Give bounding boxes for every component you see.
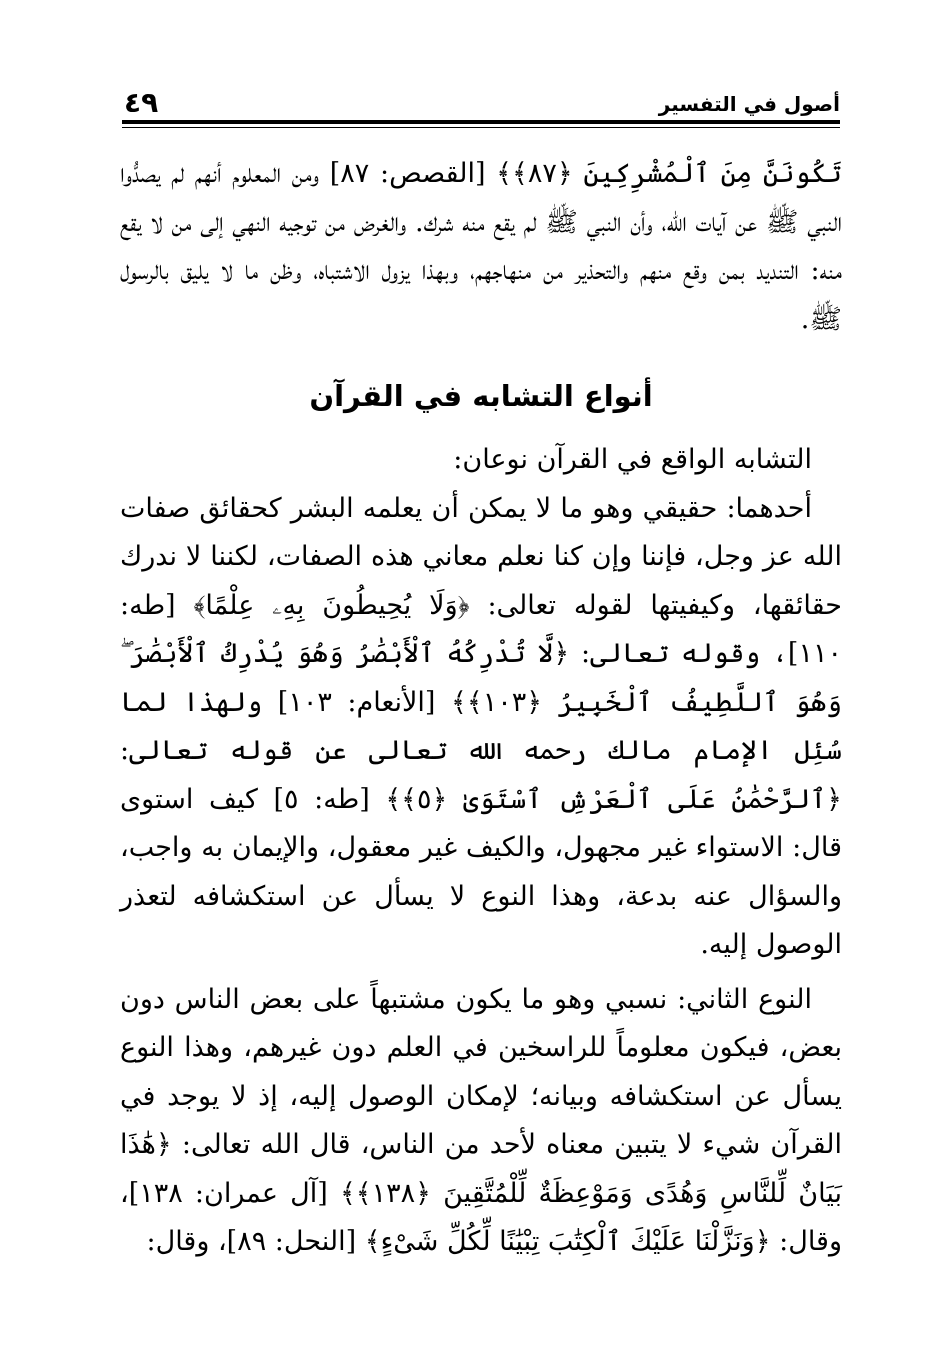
paragraph-second-type: النوع الثاني: نسبي وهو ما يكون مشتبهاً على بعض الناس دون بعض، فيكون معلوماً للراسخين في العلم دون غيرهم، وهذا النوع يسأل عن استكشافه وبيانه؛ لإمكان الوصول إليه، إذ لا يوجد في القرآن شيء لا يتبين معناه لأحد من الناس، قال الله تعالى: ﴿هَٰذَا بَيَانٌ لِّلنَّاسِ وَهُدًى وَمَوْعِظَةٌ لِّلْمُتَّقِينَ ﴿١٣٨﴾﴾ [آل عمران: ١٣٨]، وقال: ﴿وَنَزَّلْنَا عَلَيْكَ ٱلْكِتَٰبَ تِبْيَٰنًا لِّكُلِّ شَىْءٍ﴾ [النحل: ٨٩]، وقال: [120,983,842,1257]
page-header [122,80,840,130]
header-rule-thin [122,127,840,128]
paragraph-continuation: تَكُونَنَّ مِنَ ٱلْمُشْرِكِينَ ﴿٨٧﴾﴾ [القصص: ٨٧] ومن المعلوم أنهم لم يصدُّوا النبي ﷺ عن آيات الله، وأن النبي ﷺ لم يقع منه شرك. والغرض من توجيه النهي إلى من لا يقع منه: التنديد بمن وقع منهم والتحذير من منهاجهم، وبهذا يزول الاشتباه، وظن ما لا يليق بالرسول ﷺ. [120,158,842,335]
page-number: ٤٩ [124,86,159,119]
page-body [120,150,842,1267]
running-title: أصول في التفسير [658,92,840,116]
header-rule-thick [122,120,840,124]
paragraph-intro: التشابه الواقع في القرآن نوعان: [453,444,812,475]
section-heading: أنواع التشابه في القرآن [309,379,653,413]
paragraph-first-type: أحدهما: حقيقي وهو ما لا يمكن أن يعلمه البشر كحقائق صفات الله عز وجل، فإننا وإن كنا نعلم معاني هذه الصفات، لكننا لا ندرك حقائقها، وكيفيتها لقوله تعالى: ﴿وَلَا يُحِيطُونَ بِهِۦ عِلْمًا﴾ [طه: ١١٠]، وقوله تعالى: ﴿لَّا تُدْرِكُهُ ٱلْأَبْصَٰرُ وَهُوَ يُدْرِكُ ٱلْأَبْصَٰرَ ۖ وَهُوَ ٱللَّطِيفُ ٱلْخَبِيرُ ﴿١٠٣﴾﴾ [الأنعام: ١٠٣] ولهذا لما سُئِل الإمام مالك رحمه الله تعالى عن قوله تعالى: ﴿ٱلرَّحْمَٰنُ عَلَى ٱلْعَرْشِ ٱسْتَوَىٰ ﴿٥﴾﴾ [طه: ٥] كيف استوى قال: الاستواء غير مجهول، والكيف غير معقول، والإيمان به واجب، والسؤال عنه بدعة، وهذا النوع لا يسأل عن استكشافه لتعذر الوصول إليه. [120,492,842,960]
